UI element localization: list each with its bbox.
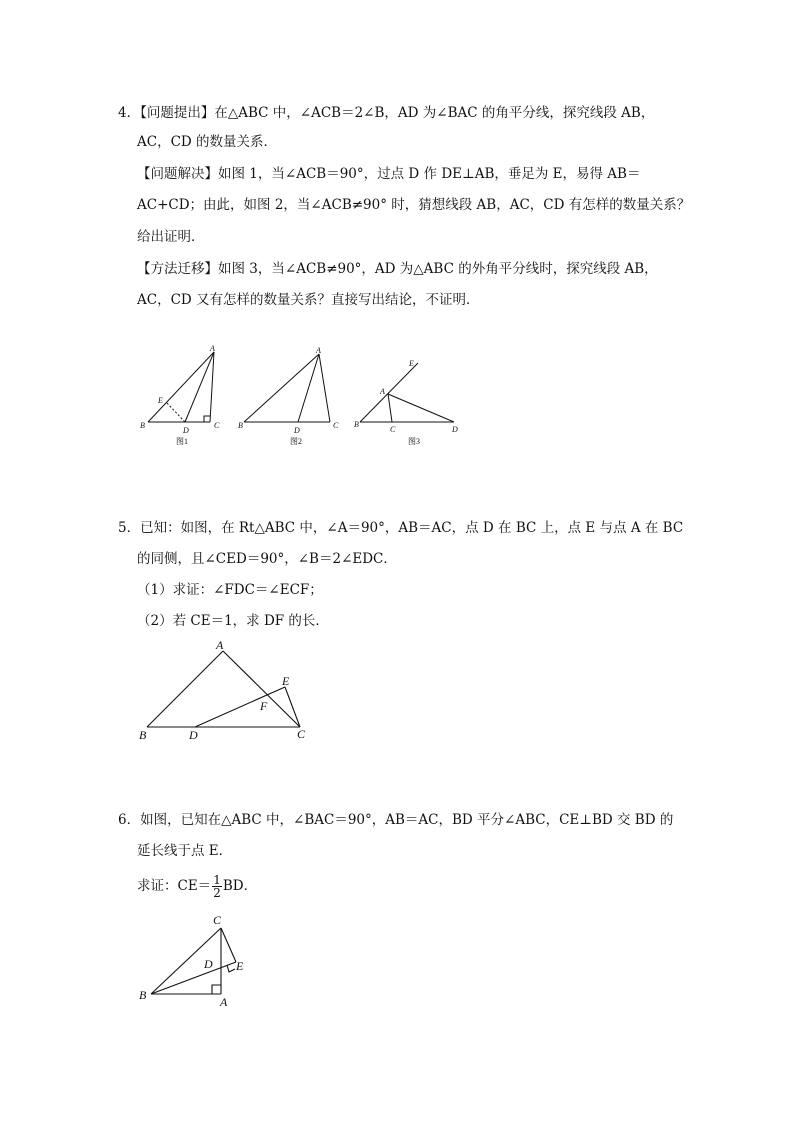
fig3-label-c: C [390, 425, 396, 434]
problem-5-line-1: 5．已知：如图，在 Rt△ABC 中，∠A＝90°，AB＝AC，点 D 在 BC 上，点 E 与点 A 在 BC [118, 520, 684, 536]
problem-5-line-4: （2）若 CE＝1，求 DF 的长． [137, 613, 329, 629]
fig2-label-d: D [294, 426, 300, 435]
fig1-label-e: E [158, 396, 163, 405]
problem-number: 4． [118, 105, 141, 121]
fig6-label-e: E [236, 959, 244, 973]
fig3-label-a: A [380, 387, 385, 396]
fig6-label-d: D [204, 957, 213, 971]
problem-4-line-4: AC+CD；由此，如图 2，当∠ACB≠90° 时，猜想线段 AB，AC，CD 有怎样的数量关系？ [137, 197, 691, 213]
figure-3 [354, 355, 464, 455]
fig5-label-a: A [216, 638, 224, 652]
fig1-label-b: B [140, 421, 145, 430]
fig5-label-c: C [297, 727, 306, 741]
fig2-label-c: C [333, 421, 339, 430]
fig3-label-b: B [354, 420, 359, 429]
figure-2 [236, 345, 346, 445]
fraction-one-half: $\frac{1}{2}$ [213, 873, 221, 900]
fig6-label-c: C [213, 913, 222, 927]
problem-number: 5． [118, 520, 141, 536]
fig1-label-c: C [214, 421, 220, 430]
fig1-caption: 图1 [176, 437, 188, 446]
problem-5-line-3: （1）求证：∠FDC＝∠ECF； [137, 582, 323, 598]
fig5-label-e: E [282, 674, 290, 688]
figure-problem-5 [135, 636, 325, 741]
problem-4-line-3: 【问题解决】如图 1，当∠ACB＝90°，过点 D 作 DE⊥AB，垂足为 E，易得 AB＝ [137, 166, 641, 182]
fig1-label-a: A [210, 344, 215, 353]
fig1-label-d: D [183, 426, 189, 435]
problem-4-line-1: 4．【问题提出】在△ABC 中，∠ACB＝2∠B，AD 为∠BAC 的角平分线，探究线段 AB， [118, 105, 655, 121]
problem-5-line-2: 的同侧，且∠CED＝90°，∠B＝2∠EDC． [137, 551, 397, 567]
problem-6-line-2: 延长线于点 E． [137, 843, 233, 859]
fig6-label-b: B [139, 988, 147, 1002]
problem-4-line-5: 给出证明． [137, 229, 205, 245]
fig2-label-b: B [238, 421, 243, 430]
figure-1 [140, 345, 220, 445]
problem-6-prove: 求证：CE＝ $\frac{1}{2}$ BD． [137, 873, 258, 900]
fig2-caption: 图2 [290, 437, 302, 446]
problem-4-line-7: AC，CD 又有怎样的数量关系？直接写出结论，不证明． [137, 292, 480, 308]
fig3-label-e: E [409, 359, 414, 368]
fig3-label-d: D [452, 425, 458, 434]
figure-problem-6 [135, 910, 255, 1010]
fig5-label-f: F [260, 699, 268, 713]
problem-4-line-6: 【方法迁移】如图 3，当∠ACB≠90°，AD 为△ABC 的外角平分线时，探究线段 AB， [137, 261, 658, 277]
fig2-label-a: A [316, 346, 321, 355]
fig5-label-d: D [189, 728, 198, 742]
fig5-label-b: B [139, 728, 147, 742]
problem-number: 6． [118, 812, 141, 828]
fig3-caption: 图3 [408, 437, 420, 446]
fig6-label-a: A [220, 995, 228, 1009]
problem-4-line-2: AC，CD 的数量关系． [137, 134, 278, 150]
problem-6-line-1: 6．如图，已知在△ABC 中，∠BAC＝90°，AB＝AC，BD 平分∠ABC，CE⊥BD 交 BD 的 [118, 812, 674, 828]
